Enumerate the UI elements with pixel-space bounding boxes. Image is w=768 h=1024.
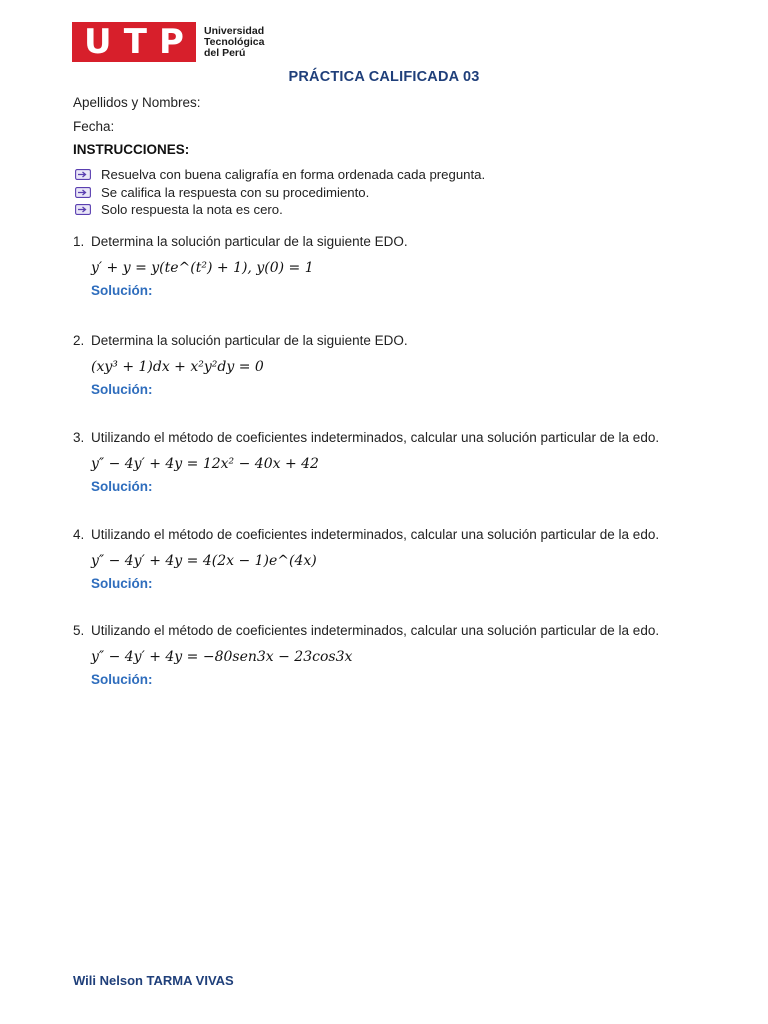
question-prompt	[73, 526, 693, 544]
logo-red-box	[72, 22, 196, 62]
author-footer: Wili Nelson TARMA VIVAS	[73, 973, 234, 988]
instruction-text: Se califica la respuesta con su procedimiento.	[101, 184, 370, 200]
instruction-item	[75, 184, 485, 202]
question-prompt	[73, 429, 693, 447]
question-equation: y″ − 4y′ + 4y = 4(2x − 1)e^(4x)	[91, 553, 317, 569]
question-equation: y″ − 4y′ + 4y = 12x² − 40x + 42	[91, 456, 319, 472]
logo-university-name	[204, 26, 264, 59]
question-prompt	[73, 233, 693, 251]
question-equation: y′ + y = y(te^(t²) + 1), y(0) = 1	[91, 260, 314, 276]
instruction-item	[75, 166, 485, 184]
question-prompt	[73, 332, 693, 350]
question-number: 3.	[73, 430, 85, 445]
instructions-list	[75, 166, 485, 219]
question-number: 1.	[73, 234, 85, 249]
solution-label: Solución:	[91, 672, 153, 687]
instructions-heading: INSTRUCCIONES:	[73, 142, 190, 157]
question-text: Determina la solución particular de la siguiente EDO.	[91, 234, 408, 249]
question-prompt	[73, 622, 693, 640]
question-text: Utilizando el método de coeficientes indeterminados, calcular una solución particular de la edo.	[91, 623, 660, 638]
question-equation: y″ − 4y′ + 4y = −80sen3x − 23cos3x	[91, 649, 353, 665]
utp-logo	[72, 22, 264, 62]
solution-label: Solución:	[91, 283, 153, 298]
logo-letter-p: P	[159, 22, 184, 62]
logo-text-line: Universidad	[204, 24, 265, 37]
logo-text-line: del Perú	[204, 46, 246, 59]
instruction-text: Solo respuesta la nota es cero.	[101, 202, 283, 218]
question-number: 5.	[73, 623, 85, 638]
logo-letter-u: U	[84, 22, 112, 62]
question-number: 2.	[73, 333, 85, 348]
instruction-item	[75, 201, 485, 219]
question-3	[73, 429, 693, 494]
pointing-hand-icon	[75, 187, 91, 198]
logo-text-line: Tecnológica	[204, 35, 265, 48]
question-1	[73, 233, 693, 298]
solution-label: Solución:	[91, 479, 153, 494]
question-5	[73, 622, 693, 687]
pointing-hand-icon	[75, 169, 91, 180]
question-text: Determina la solución particular de la siguiente EDO.	[91, 333, 408, 348]
question-equation: (xy³ + 1)dx + x²y²dy = 0	[91, 359, 264, 375]
pointing-hand-icon	[75, 204, 91, 215]
solution-label: Solución:	[91, 576, 153, 591]
document-title: PRÁCTICA CALIFICADA 03	[288, 69, 480, 85]
question-number: 4.	[73, 527, 85, 542]
question-4	[73, 526, 693, 591]
instruction-text: Resuelva con buena caligrafía en forma ordenada cada pregunta.	[101, 167, 486, 183]
question-text: Utilizando el método de coeficientes indeterminados, calcular una solución particular de la edo.	[91, 430, 660, 445]
name-field-label: Apellidos y Nombres:	[73, 95, 201, 110]
question-2	[73, 332, 693, 397]
solution-label: Solución:	[91, 382, 153, 397]
logo-letter-t: T	[123, 22, 147, 62]
question-text: Utilizando el método de coeficientes indeterminados, calcular una solución particular de la edo.	[91, 527, 660, 542]
date-field-label: Fecha:	[73, 119, 115, 134]
